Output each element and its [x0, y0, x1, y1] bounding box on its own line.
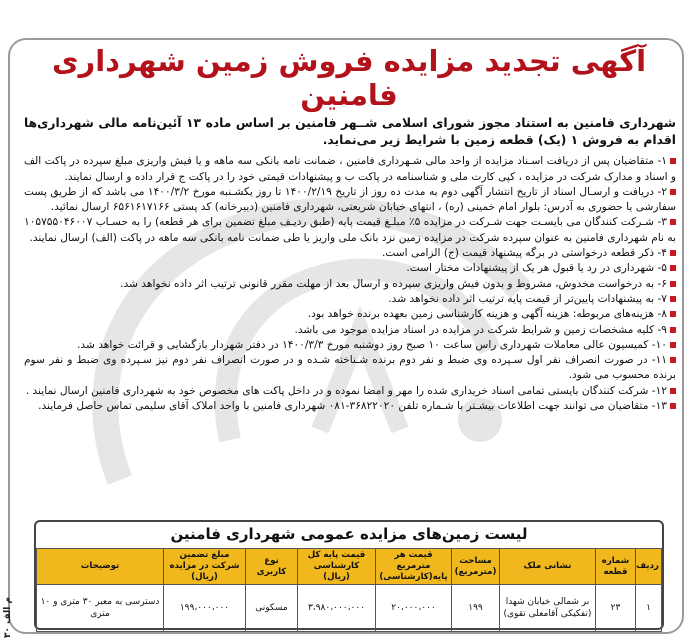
- table-cell: ۱۹۹،۰۰۰،۰۰۰: [164, 585, 246, 632]
- bullet-icon: [670, 265, 676, 271]
- table-cell: ۳،۹۸۰،۰۰۰،۰۰۰: [298, 585, 376, 632]
- table-cell: ۲۳: [596, 585, 636, 632]
- condition-item: ۷- به پیشنهادات پایین‌تر از قیمت پایه ترتیب اثر داده نخواهد شد.: [24, 292, 676, 307]
- header-cell: مبلغ تضمین شرکت در مزایده (ریال): [164, 549, 246, 585]
- header-cell: توضیحات: [37, 549, 164, 585]
- header-cell: نشانی ملک: [500, 549, 596, 585]
- condition-item: ۱- متقاضیان پس از دریافت اسـناد مزایده از واحد مالی شـهرداری فامنین ، ضمانت نامه بانکی سه ماهه و یا فیش واریزی مبلغ سپرده در پاکت الف و اسناد و مدارک شرکت در مزایده ، کپی کارت ملی و شناسنامه در پاکت ب و پیشنهادات قیمتی خود را در پاکت ج قرار داده و ارسال نمایند.: [24, 155, 676, 183]
- header-cell: قیمت پایه کل کارشناسی (ریال): [298, 549, 376, 585]
- intro-paragraph: شهرداری فامنین به استناد مجوز شورای اسلامی شــهر فامنین بر اساس ماده ۱۳ آئین‌نامه مالی شهرداری‌ها اقدام به فروش ۱ (یک) قطعه زمین با شرایط زیر می‌نماید.: [24, 116, 676, 148]
- condition-item: ۴- ذکر قطعه درخواستی در برگه پیشنهاد قیمت (ج) الزامی است.: [24, 246, 676, 261]
- bullet-icon: [670, 189, 676, 195]
- bullet-icon: [670, 281, 676, 287]
- condition-item: ۱۳- متقاضیان می توانند جهت اطلاعات بیشـتر با شـماره تلفن ۳۶۸۲۲۰۲۰-۰۸۱ شهرداری فامنین با واحد املاک آقای سلیمی تماس حاصل فرمایند.: [24, 399, 676, 414]
- bullet-icon: [670, 311, 676, 317]
- condition-item: ۵- شهرداری در رد یا قبول هر یک از پیشنهادات مختار است.: [24, 261, 676, 276]
- bullet-icon: [670, 250, 676, 256]
- auction-land-table: [36, 548, 662, 632]
- condition-item: ۱۰- کمیسیون عالی معاملات شهرداری راس ساعت ۱۰ صبح روز دوشنبه مورخ ۱۴۰۰/۳/۳ در دفتر شهردار بازگشایی و قرائت خواهد شد.: [24, 338, 676, 353]
- bullet-icon: [670, 388, 676, 394]
- header-cell: ردیف: [636, 549, 662, 585]
- table-row: [37, 585, 662, 632]
- bullet-icon: [670, 296, 676, 302]
- condition-item: ۳- شـرکت کنندگان می بایسـت جهت شـرکت در مزایده ۵٪ مبلـغ قیمت پایه (طبق ردیـف مبلغ تضمین برای هر قطعه) را به حسـاب ۱۰۵۷۵۵۰۴۶۰۰۷ به نام شهرداری فامنین به عنوان سپرده شرکت در مزایده زمین نزد بانک ملی واریز یا طی ضمانت نامه بانکی سه ماهه در پاکت (الف) ارسال نمایند.: [24, 216, 676, 244]
- condition-item: ۶- به درخواست مخدوش، مشروط و بدون فیش واریزی سپرده و ارسال بعد از مهلت مقرر قانونی ترتیب اثر داده نخواهد شد.: [24, 277, 676, 292]
- header-cell: قیمت هر مترمربع پایه(کارشناسی): [376, 549, 452, 585]
- table-cell: ۱: [636, 585, 662, 632]
- bullet-icon: [670, 403, 676, 409]
- condition-item: ۱۱- در صورت انصراف نفر اول سـپرده وی ضبط و نفر دوم برنده شـناخته شـده و در صورت انصراف نفر دوم نیز سـپرده وی ضبط و نفر سوم برنده محسوب می شود.: [24, 354, 676, 382]
- notice-title: آگهی تجدید مزایده فروش زمین شهرداری فامنین: [51, 44, 647, 112]
- condition-item: ۹- کلیه مشخصات زمین و شرایط شرکت در مزایده در اسناد مزایده موجود می باشد.: [24, 323, 676, 338]
- header-cell: مساحت (مترمربع): [452, 549, 500, 585]
- table-title: لیست زمین‌های مزایده عمومی شهرداری فامنین: [170, 525, 528, 543]
- condition-item: ۱۲- شرکت کنندگان بایستی تمامی اسناد خریداری شده را مهر و امضا نموده و در داخل پاکت های مخصوص خود به شهرداری فامنین ارسال نمایند .: [24, 384, 676, 399]
- bullet-icon: [670, 219, 676, 225]
- table-cell: ۲۰،۰۰۰،۰۰۰: [376, 585, 452, 632]
- bullet-icon: [670, 357, 676, 363]
- notice-body: [24, 103, 676, 414]
- bullet-icon: [670, 342, 676, 348]
- table-cell: مسکونی: [246, 585, 298, 632]
- table-cell: بر شمالی خیابان شهدا (تفکیکی آقامعلی تقوی): [500, 585, 596, 632]
- table-header-row: [37, 549, 662, 585]
- table-cell: دسترسی به معبر ۳۰ متری و ۱۰ متری: [37, 585, 164, 632]
- side-reference-label: م الف ۳۰: [3, 596, 13, 638]
- table-cell: ۱۹۹: [452, 585, 500, 632]
- bullet-icon: [670, 327, 676, 333]
- condition-item: ۸- هزینه‌های مربوطه: هزینه آگهی و هزینه کارشناسی زمین بعهده برنده خواهد بود.: [24, 307, 676, 322]
- condition-item: ۲- دریافت و ارسـال اسناد از تاریخ انتشار آگهی دوم به مدت ده روز از تاریخ ۱۴۰۰/۲/۱۹ تا روز یکشـنبه مورخ ۱۴۰۰/۳/۲ می باشد که از طریق پست سفارشی یا حضوری به آدرس: بلوار امام خمینی (ره) ، انتهای خیابان شریعتی، شهرداری فامنین (دبیرخانه) کد پستی ۶۵۶۱۶۱۷۱۶۶ ارسال نمائید.: [24, 185, 676, 214]
- header-cell: نوع کاربری: [246, 549, 298, 585]
- bullet-icon: [670, 158, 676, 164]
- header-cell: شماره قطعه: [596, 549, 636, 585]
- auction-land-table-box: [34, 520, 664, 630]
